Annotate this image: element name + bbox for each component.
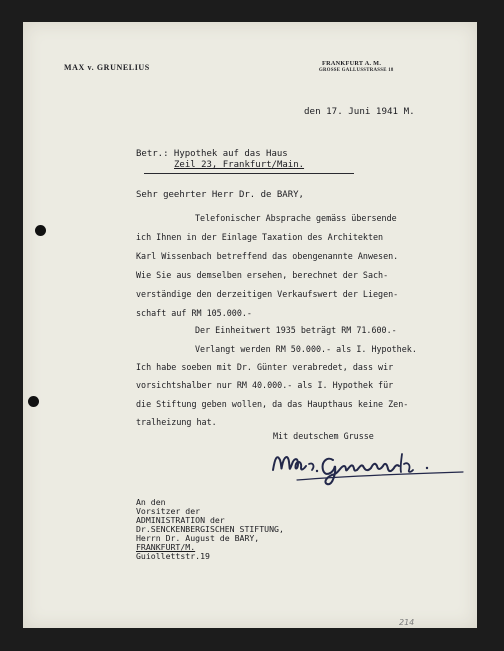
body-line: Ich habe soeben mit Dr. Günter verabredet, dass wir [136,362,394,372]
body-line: vorsichtshalber nur RM 40.000.- als I. Hypothek für [136,380,394,390]
archive-page-number: 214 [399,618,415,627]
subject-underline [144,173,354,174]
closing: Mit deutschem Grusse [273,431,374,441]
body-line: Telefonischer Absprache gemäss übersende [195,213,397,223]
letterhead-sender: MAX v. GRUNELIUS [64,63,150,72]
letterhead-street: GROSSE GALLUSSTRASSE 18 [319,68,394,73]
body-line: ich Ihnen in der Einlage Taxation des Architekten [136,232,384,242]
letterhead-city: FRANKFURT A. M. [322,60,382,67]
address-line: Dr.SENCKENBERGISCHEN STIFTUNG, [136,524,284,534]
body-line: Der Einheitwert 1935 beträgt RM 71.600.- [195,325,397,335]
body-line: Karl Wissenbach betreffend das obengenannte Anwesen. [136,251,399,261]
address-line: Guiollettstr.19 [136,551,210,561]
address-line: Herrn Dr. August de BARY, [136,533,260,543]
punch-hole [28,396,39,407]
subject-line-1: Betr.: Hypothek auf das Haus [136,149,288,159]
body-line: die Stiftung geben wollen, da das Haupthaus keine Zen- [136,399,409,409]
address-line: An den [136,497,166,507]
address-line: Vorsitzer der [136,506,201,516]
address-line: ADMINISTRATION der [136,515,225,525]
body-line: schaft auf RM 105.000.- [136,308,252,318]
body-line: Verlangt werden RM 50.000.- als I. Hypothek. [195,344,417,354]
punch-hole [35,225,46,236]
letter-date: den 17. Juni 1941 M. [304,106,415,117]
body-line: verständige den derzeitigen Verkaufswert der Liegen- [136,289,399,299]
body-line: Wie Sie aus demselben ersehen, berechnet der Sach- [136,270,389,280]
subject-line-2: Zeil 23, Frankfurt/Main. [174,160,305,170]
salutation: Sehr geehrter Herr Dr. de BARY, [136,190,304,200]
body-line: tralheizung hat. [136,417,217,427]
signature-image [267,442,467,490]
letter-page [23,22,477,628]
address-line: FRANKFURT/M. [136,542,196,552]
